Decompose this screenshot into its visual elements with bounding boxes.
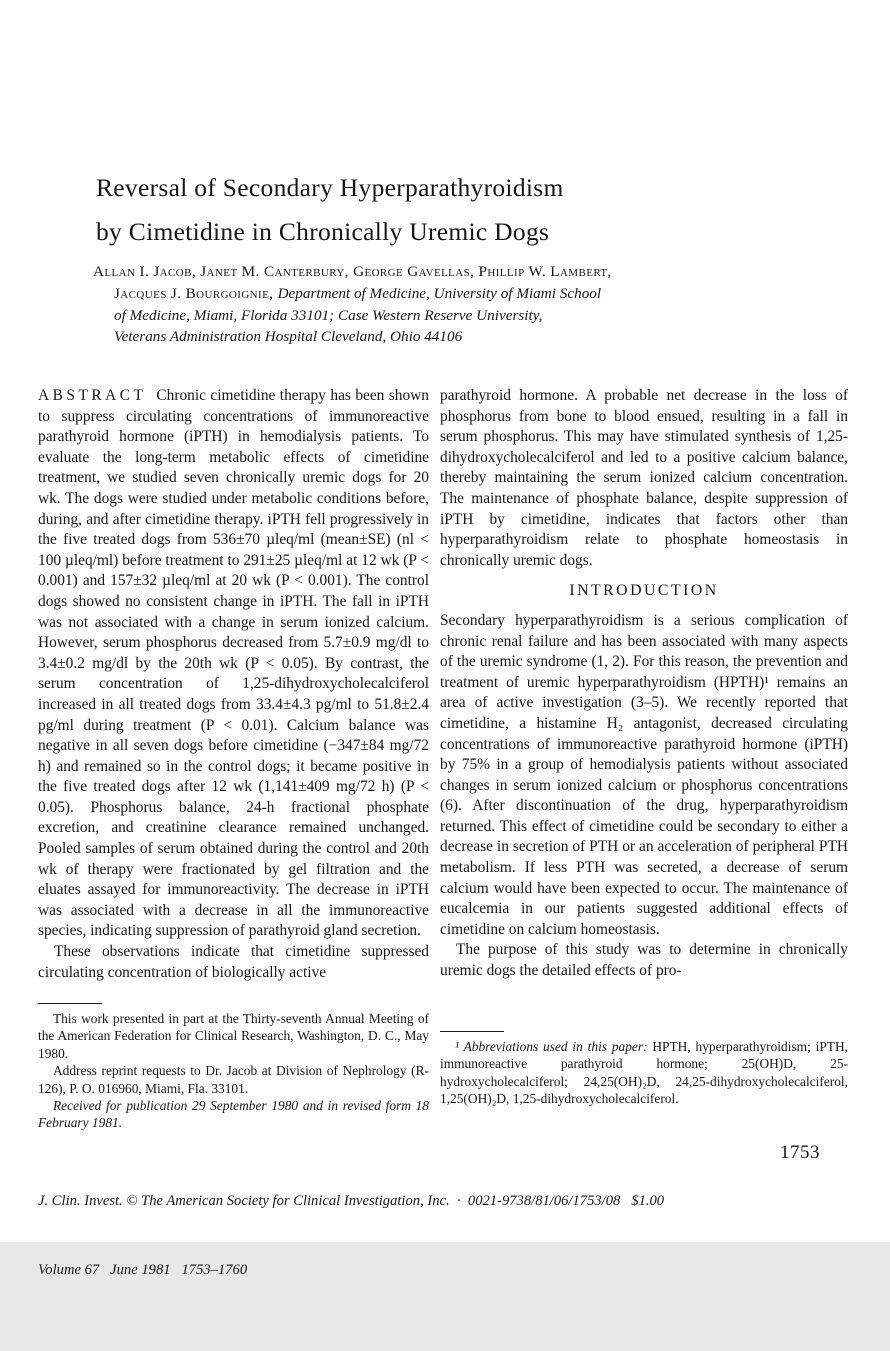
introduction-heading: INTRODUCTION [569, 582, 719, 600]
left-footnote-block [38, 998, 429, 1132]
page-number: 1753 [780, 1142, 820, 1163]
author-names: Allan I. Jacob, Janet M. Canterbury, George Gavellas, Phillip W. Lambert, [93, 263, 612, 280]
footnote-divider [38, 1003, 102, 1004]
title-line-1: Reversal of Secondary Hyperparathyroidism [96, 173, 564, 202]
title-line-2: by Cimetidine in Chronically Uremic Dogs [96, 217, 550, 246]
author-affiliation: of Medicine, Miami, Florida 33101; Case Western Reserve University, [114, 306, 543, 324]
abstract-text: Chronic cimetidine therapy has been shown to suppress circulating concentrations of immunoreactive parathyroid hormone (iPTH) in hemodialysis patients. To evaluate the long-term metabolic effects of cimetidine treatment, we studied seven chronically uremic dogs for 20 wk. The dogs were studied under metabolic conditions before, during, and after cimetidine therapy. iPTH fell progressively in the five treated dogs from 536±70 µleq/ml (mean±SE) (nl < 100 µleq/ml) before treatment to 291±25 µleq/ml at 12 wk (P < 0.001) and 157±32 µleq/ml at 20 wk (P < 0.001). The control dogs showed no consistent change in iPTH. The fall in iPTH was not associated with a change in serum ionized calcium. However, serum phosphorus decreased from 5.7±0.9 mg/dl to 3.4±0.2 mg/dl by the 20th wk (P < 0.05). By contrast, the serum concentration of 1,25-dihydroxycholecalciferol increased in all treated dogs from 33.4±4.3 pg/ml to 51.8±2.4 pg/ml during treatment (P < 0.01). Calcium balance was negative in all seven dogs before cimetidine (−347±84 mg/72 h) and remained so in the control dogs; it became positive in the five treated dogs after 12 wk (1,141±409 mg/72 h) (P < 0.05). Phosphorus balance, 24-h fractional phosphate excretion, and creatinine clearance remained unchanged. Pooled samples of serum obtained during the control and 20th wk of therapy were fractionated by gel filtration and the eluates assayed for immunoreactivity. The decrease in iPTH was associated with a decrease in all the immunoreactive species, indicating suppression of parathyroid gland secretion. [38, 387, 429, 940]
reprint-request-footnote: Address reprint requests to Dr. Jacob at Division of Nephrology (R-126), P. O. 016960, Miami, Fla. 33101. [38, 1063, 429, 1096]
footnote-divider [440, 1031, 504, 1032]
author-affiliation-block [93, 261, 813, 348]
abbreviations-lead: ¹ Abbreviations used in this paper: [455, 1039, 648, 1054]
author-affiliation: Veterans Administration Hospital Cleveland, Ohio 44106 [114, 328, 463, 346]
journal-footer [38, 1142, 850, 1278]
author-names: Jacques J. Bourgoignie, [114, 284, 278, 302]
presentation-footnote: This work presented in part at the Thirty-seventh Annual Meeting of the American Federation for Clinical Research, Washington, D. C., May 1980. [38, 1011, 429, 1061]
article-title [96, 166, 564, 254]
abbreviations-footnote [440, 1038, 848, 1108]
author-line [93, 261, 813, 283]
introduction-paragraph-1: Secondary hyperparathyroidism is a serious complication of chronic renal failure and has been associated with many aspects of the uremic syndrome (1, 2). For this reason, the prevention and treatment of uremic hyperparathyroidism (HPTH)¹ remains an area of active investigation (3–5). We recently reported that cimetidine, a histamine H₂ antagonist, decreased circulating concentrations of immunoreactive parathyroid hormone (iPTH) by 75% in a group of hemodialysis patients without associated changes in serum ionized calcium or phosphorus concentrations (6). After discontinuation of the drug, hyperparathyroidism returned. This effect of cimetidine could be secondary to either a decrease in secretion of PTH or an acceleration of peripheral PTH metabolism. If less PTH was secreted, a decrease of serum calcium would have been expected to occur. The maintenance of eucalcemia in our patients suggested additional effects of cimetidine on calcium homeostasis. [440, 611, 848, 938]
author-line [93, 283, 813, 305]
author-affiliation: Department of Medicine, University of Miami School [277, 284, 602, 302]
author-line [93, 326, 813, 348]
abstract-heading: ABSTRACT [38, 387, 147, 404]
abbreviations-text: HPTH, hyperparathyroidism; iPTH, immunoreactive parathyroid hormone; 25(OH)D, 25-hydroxycholecalciferol; 24,25(OH)₂D, 24,25-dihydroxycholecalciferol, 1,25(OH)₂D, 1,25-dihydroxycholecalciferol. [440, 1039, 848, 1107]
abbreviations-footnote-block [440, 1026, 848, 1108]
volume-issue-line: Volume 67 June 1981 1753–1760 [38, 1262, 248, 1278]
abstract-continuation-paragraph: parathyroid hormone. A probable net decrease in the loss of phosphorus from bone to blood ensued, resulting in a fall in serum phosphorus. This may have stimulated synthesis of 1,25-dihydroxycholecalciferol and led to a positive calcium balance, thereby maintaining the serum ionized calcium concentration. The maintenance of phosphate balance, despite suppression of iPTH by cimetidine, indicates that factors other than hyperparathyroidism relate to phosphate homeostasis in chronically uremic dogs. [440, 387, 848, 569]
copyright-line: J. Clin. Invest. © The American Society for Clinical Investigation, Inc. · 0021-9738/81/06/1753/08 $1.00 [38, 1193, 665, 1209]
abstract-closing-paragraph: These observations indicate that cimetidine suppressed circulating concentration of biologically active [38, 943, 429, 981]
received-date-footnote: Received for publication 29 September 1980 and in revised form 18 February 1981. [38, 1098, 429, 1131]
introduction-paragraph-2: The purpose of this study was to determine in chronically uremic dogs the detailed effects of pro- [440, 941, 848, 980]
abstract-paragraph [38, 386, 429, 942]
right-column [440, 386, 848, 982]
left-column [38, 386, 429, 983]
author-line [93, 305, 813, 327]
